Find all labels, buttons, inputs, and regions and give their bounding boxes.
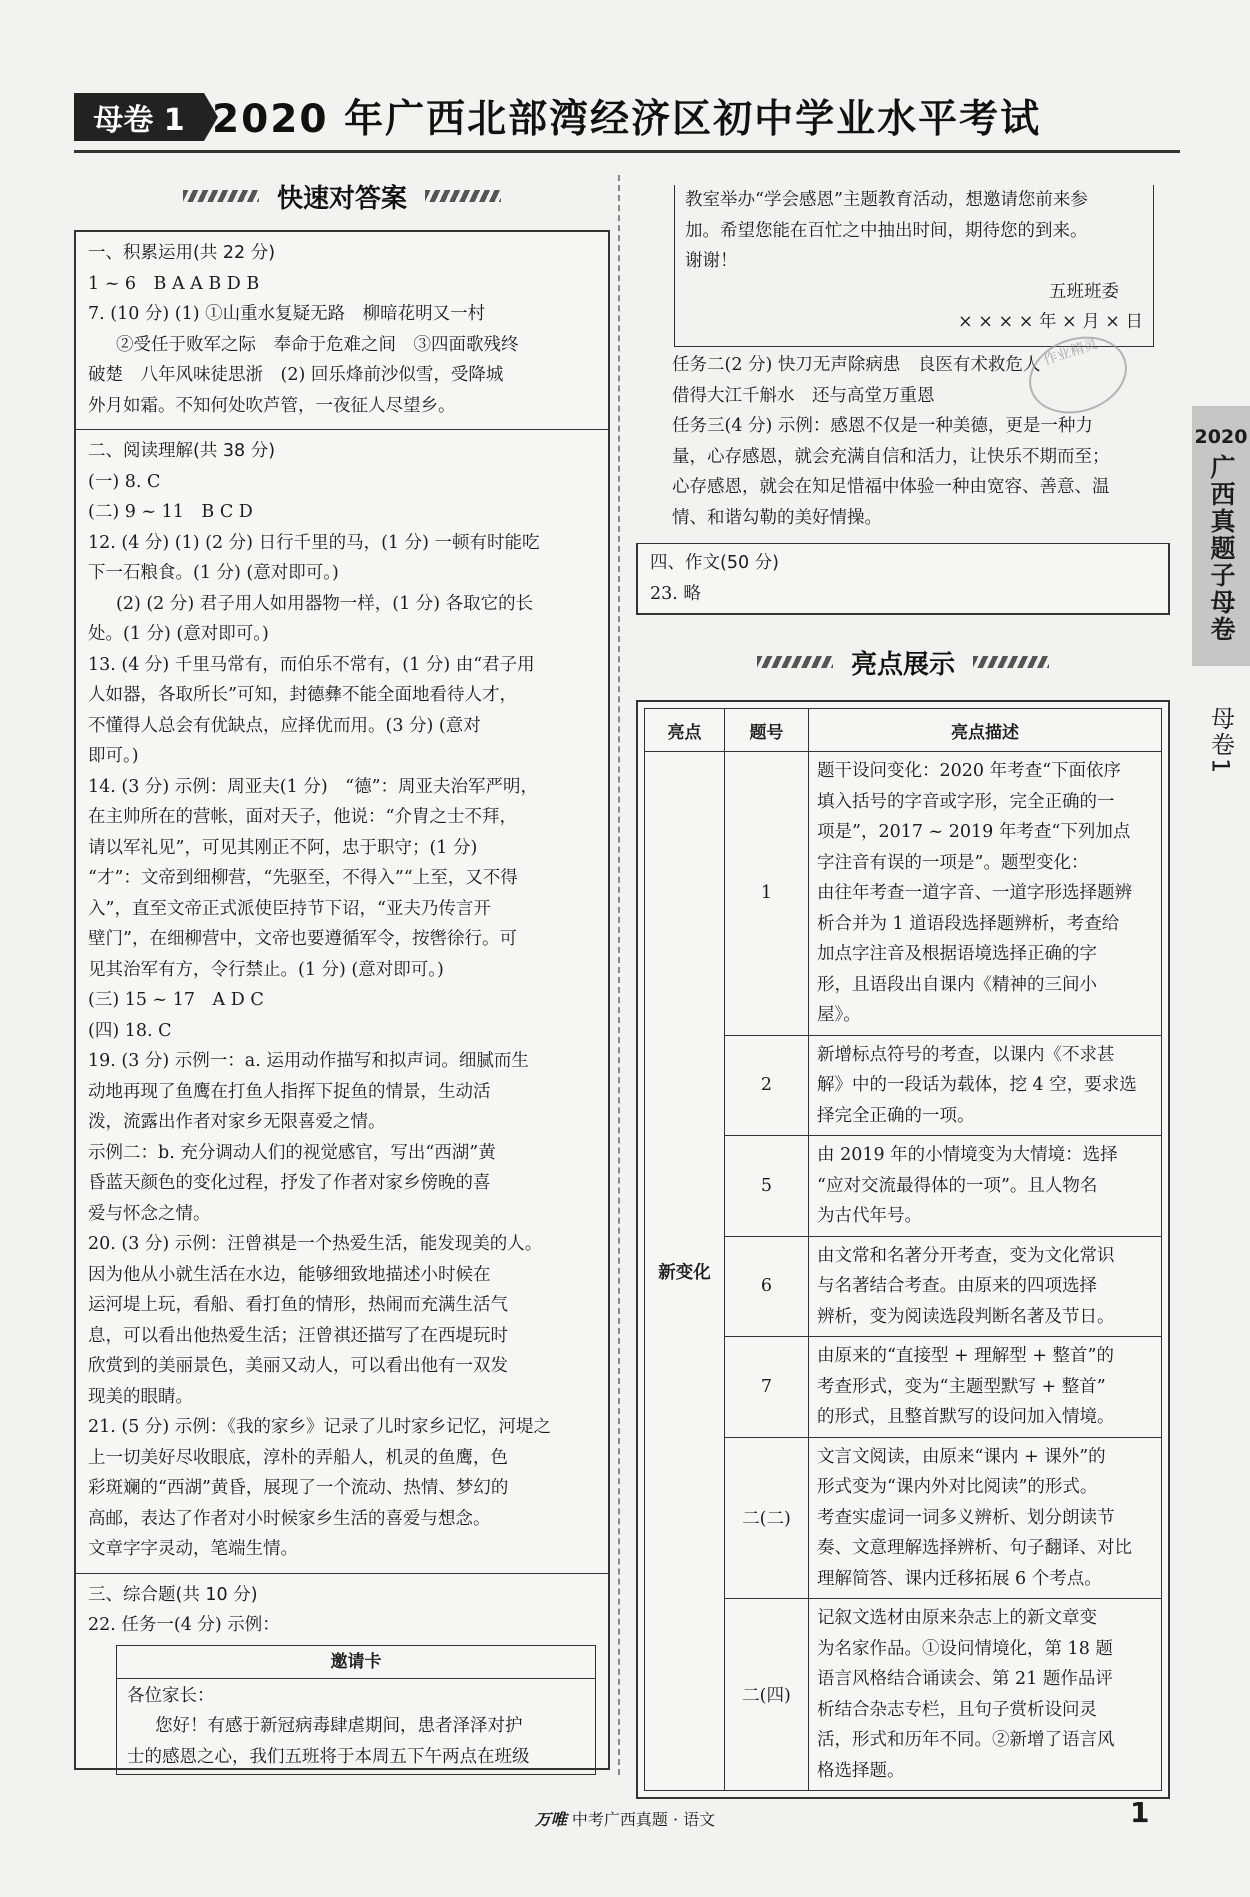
answer-line: 下一石粮食。(1 分) (意对即可。) [88, 563, 339, 583]
section-heading: 二、阅读理解(共 38 分) [88, 441, 276, 461]
stripe-decoration [425, 190, 501, 202]
card-line: 教室举办“学会感恩”主题教育活动，想邀请您前来参 [685, 190, 1088, 210]
answer-line: (2) (2 分) 君子用人如用器物一样，(1 分) 各取它的长 [116, 593, 534, 614]
task-line: 任务二(2 分) 快刀无声除病患 良医有术救危人 [672, 355, 1041, 375]
description-line: 与名著结合考查。由原来的四项选择 [817, 1276, 1097, 1296]
task-line: 量，心存感恩，就会充满自信和活力，让快乐不期而至； [672, 446, 1110, 467]
answer-line: 21. (5 分) 示例：《我的家乡》记录了儿时家乡记忆，河堤之 [88, 1417, 552, 1437]
side-tab-year: 2020 [1194, 426, 1248, 448]
question-number: 2 [725, 1035, 809, 1136]
answer-line: 外月如霜。不知何处吹芦管，一夜征人尽望乡。 [88, 395, 456, 416]
highlight-description [809, 752, 1162, 1036]
answer-line: 欣赏到的美丽景色，美丽又动人，可以看出他有一双发 [88, 1356, 508, 1376]
answer-line: 19. (3 分) 示例一：a. 运用动作描写和拟声词。细腻而生 [88, 1051, 529, 1071]
card-line: 士的感恩之心，我们五班将于本周五下午两点在班级 [127, 1746, 530, 1767]
description-line: “应对交流最得体的一项”。且人物名 [817, 1175, 1098, 1196]
answer-line: 即可。) [88, 746, 139, 766]
question-number: 二(四) [725, 1599, 809, 1791]
answer-line: 彩斑斓的“西湖”黄昏，展现了一个流动、热情、梦幻的 [88, 1478, 509, 1498]
highlights-banner-title: 亮点展示 [850, 649, 955, 680]
answer-line: 昏蓝天颜色的变化过程，抒发了作者对家乡傍晚的喜 [88, 1173, 491, 1193]
answer-line: 入”，直至文帝正式派使臣持节下诏，“亚夫乃传言开 [88, 898, 491, 919]
description-line: 字注音有误的一项是”。题型变化： [817, 852, 1089, 873]
section-reading [76, 430, 608, 1574]
column-header: 题号 [725, 709, 809, 752]
answer-box [74, 230, 610, 1770]
description-line: 析合并为 1 道语段选择题辨析，考查给 [817, 913, 1120, 934]
answer-line: 因为他从小就生活在水边，能够细致地描述小时候在 [88, 1264, 491, 1285]
answers-banner-title: 快速对答案 [276, 183, 407, 214]
column-header: 亮点描述 [809, 709, 1162, 752]
column-divider [618, 175, 620, 1775]
description-line: 析结合杂志专栏，且句子赏析设问灵 [817, 1699, 1097, 1720]
volume-badge: 母卷 1 [74, 93, 204, 141]
task-line: 心存感恩，就会在知足惜福中体验一种由宽容、善意、温 [672, 477, 1110, 497]
description-line: 活，形式和历年不同。②新增了语言风 [817, 1730, 1115, 1750]
section-heading: 三、综合题(共 10 分) [88, 1584, 258, 1605]
answer-line: 23. 略 [650, 583, 701, 604]
highlight-description [809, 1599, 1162, 1791]
highlight-description [809, 1236, 1162, 1337]
task-line: 情、和谐勾勒的美好情操。 [672, 507, 882, 528]
answer-line: (一) 8. C [88, 471, 161, 492]
card-line: 谢谢！ [685, 251, 738, 271]
answer-line: 现美的眼睛。 [88, 1386, 193, 1407]
question-number: 6 [725, 1236, 809, 1337]
description-line: 由 2019 年的小情境变为大情境：选择 [817, 1145, 1118, 1165]
task-line: 任务三(4 分) 示例：感恩不仅是一种美德，更是一种力 [672, 416, 1093, 436]
description-line: 屋》。 [817, 1005, 861, 1025]
invitation-card-title: 邀请卡 [117, 1646, 595, 1679]
answer-line: 7. (10 分) (1) ①山重水复疑无路 柳暗花明又一村 [88, 304, 486, 324]
answer-line: 13. (4 分) 千里马常有，而伯乐不常有，(1 分) 由“君子用 [88, 654, 535, 675]
highlight-description [809, 1035, 1162, 1136]
answer-line: (四) 18. C [88, 1020, 172, 1041]
description-line: 题干设问变化：2020 年考查“下面依序 [817, 761, 1122, 781]
answer-line: 处。(1 分) (意对即可。) [88, 624, 269, 644]
column-header: 亮点 [645, 709, 725, 752]
header-rule [74, 150, 1180, 153]
essay-section [636, 543, 1170, 615]
invitation-card-continued [674, 185, 1154, 347]
question-number: 二(二) [725, 1437, 809, 1599]
answer-line: 14. (3 分) 示例：周亚夫(1 分) “德”：周亚夫治军严明， [88, 776, 539, 797]
stripe-decoration [183, 190, 259, 202]
highlight-description [809, 1437, 1162, 1599]
invitation-card [116, 1645, 596, 1776]
side-tab-label: 广西真题子母卷 [1207, 454, 1236, 643]
highlight-description [809, 1136, 1162, 1237]
highlights-banner [636, 642, 1170, 682]
answer-line: 见其治军有方，令行禁止。(1 分) (意对即可。) [88, 959, 444, 980]
section-accumulation [76, 232, 608, 430]
answer-line: 请以军礼见”，可见其刚正不阿，忠于职守；(1 分) [88, 837, 478, 858]
description-line: 语言风格结合诵读会、第 21 题作品评 [817, 1669, 1113, 1689]
answer-line: (二) 9 ~ 11 B C D [88, 502, 253, 522]
description-line: 由往年考查一道字音、一道字形选择题辨 [817, 883, 1132, 903]
description-line: 的形式，且整首默写的设问加入情境。 [817, 1407, 1115, 1427]
description-line: 择完全正确的一项。 [817, 1105, 975, 1126]
highlights-table-frame [636, 700, 1170, 1799]
card-line: 加。希望您能在百忙之中抽出时间，期待您的到来。 [685, 220, 1088, 241]
side-subtab-label: 母卷1 [1206, 706, 1235, 776]
answers-banner [74, 176, 610, 216]
card-line: 您好！有感于新冠病毒肆虐期间，患者泽泽对护 [155, 1716, 523, 1736]
question-number: 7 [725, 1337, 809, 1438]
section-heading: 四、作文(50 分) [650, 553, 779, 573]
answer-line: 在主帅所在的营帐，面对天子，他说：“介胄之士不拜， [88, 807, 517, 827]
highlights-table [644, 708, 1162, 1791]
answer-line: “才”：文帝到细柳营，“先驱至，不得入”“上至，又不得 [88, 868, 518, 888]
description-line: 辨析，变为阅读选段判断名著及节日。 [817, 1306, 1115, 1327]
answer-line: 12. (4 分) (1) (2 分) 日行千里的马，(1 分) 一顿有时能吃 [88, 532, 540, 553]
side-subtab [1192, 700, 1250, 775]
table-row [645, 752, 1162, 1036]
answer-line: 壁门”，在细柳营中，文帝也要遵循军令，按辔徐行。可 [88, 929, 517, 949]
description-line: 理解简答、课内迁移拓展 6 个考点。 [817, 1568, 1102, 1589]
answer-line: ②受任于败军之际 奉命于危难之间 ③四面歌残终 [116, 334, 519, 355]
answer-line: 泼，流露出作者对家乡无限喜爱之情。 [88, 1112, 386, 1132]
answer-line: 爱与怀念之情。 [88, 1203, 211, 1224]
description-line: 文言文阅读，由原来“课内 + 课外”的 [817, 1446, 1106, 1467]
page-title: 2020 年广西北部湾经济区初中学业水平考试 [212, 97, 1042, 142]
description-line: 为名家作品。①设问情境化，第 18 题 [817, 1638, 1113, 1659]
answer-line: (三) 15 ~ 17 A D C [88, 990, 264, 1010]
group-label: 新变化 [645, 752, 725, 1791]
task-line: 借得大江千斛水 还与高堂万重恩 [672, 385, 935, 406]
description-line: 奏、文意理解选择辨析、句子翻译、对比 [817, 1538, 1132, 1558]
highlight-description [809, 1337, 1162, 1438]
description-line: 解》中的一段话为载体，挖 4 空，要求选 [817, 1075, 1137, 1095]
answer-line: 上一切美好尽收眼底，淳朴的弄船人，机灵的鱼鹰，色 [88, 1447, 508, 1468]
description-line: 格选择题。 [817, 1760, 905, 1781]
answer-line: 不懂得人总会有优缺点，应择优而用。(3 分) (意对 [88, 715, 481, 736]
card-line: 各位家长： [127, 1685, 215, 1706]
answer-line: 示例二：b. 充分调动人们的视觉感官，写出“西湖”黄 [88, 1142, 496, 1163]
answer-line: 20. (3 分) 示例：汪曾祺是一个热爱生活，能发现美的人。 [88, 1234, 543, 1254]
stripe-decoration [757, 656, 833, 668]
description-line: 考查形式，变为“主题型默写 + 整首” [817, 1376, 1106, 1397]
page-number: 1 [1130, 1796, 1150, 1829]
answer-line: 文章字字灵动，笔端生情。 [88, 1539, 298, 1559]
footer-text: 中考广西真题 · 语文 [571, 1810, 716, 1829]
question-number: 1 [725, 752, 809, 1036]
description-line: 新增标点符号的考查，以课内《不求甚 [817, 1044, 1115, 1065]
footer [0, 1807, 1250, 1830]
card-date: × × × × 年 × 月 × 日 [958, 312, 1143, 332]
answer-line: 运河堤上玩，看船、看打鱼的情形，热闹而充满生活气 [88, 1295, 508, 1315]
description-line: 为古代年号。 [817, 1206, 922, 1226]
card-signature: 五班班委 [1049, 281, 1119, 302]
stripe-decoration [973, 656, 1049, 668]
table-header-row [645, 709, 1162, 752]
answer-line: 22. 任务一(4 分) 示例： [88, 1615, 280, 1635]
description-line: 考查实虚词一词多义辨析、划分朗读节 [817, 1507, 1115, 1528]
answer-line: 息，可以看出他热爱生活；汪曾祺还描写了在西堤玩时 [88, 1325, 508, 1346]
description-line: 项是”，2017 ~ 2019 年考查“下列加点 [817, 822, 1131, 842]
description-line: 由文常和名著分开考查，变为文化常识 [817, 1245, 1115, 1266]
answer-line: 破楚 八年风味徒思浙 (2) 回乐烽前沙似雪，受降城 [88, 365, 504, 385]
answer-line: 动地再现了鱼鹰在打鱼人指挥下捉鱼的情景，生动活 [88, 1081, 491, 1102]
description-line: 加点字注音及根据语境选择正确的字 [817, 944, 1097, 964]
answer-line: 人如器，各取所长”可知，封德彝不能全面地看待人才， [88, 685, 517, 705]
description-line: 形，且语段出自课内《精神的三间小 [817, 974, 1097, 995]
watermark-stamp: 作业精灵 [1019, 324, 1137, 425]
description-line: 填入括号的字音或字形，完全正确的一 [817, 791, 1115, 812]
description-line: 形式变为“课内外对比阅读”的形式。 [817, 1477, 1098, 1497]
footer-brand: 万唯 [534, 1810, 567, 1829]
side-tab [1192, 406, 1250, 666]
answer-line: 1 ~ 6 B A A B D B [88, 273, 260, 294]
description-line: 记叙文选材由原来杂志上的新文章变 [817, 1608, 1097, 1628]
question-number: 5 [725, 1136, 809, 1237]
section-comprehensive [76, 1574, 608, 1788]
section-heading: 一、积累运用(共 22 分) [88, 243, 276, 263]
description-line: 由原来的“直接型 + 理解型 + 整首”的 [817, 1346, 1114, 1366]
answer-line: 高邮，表达了作者对小时候家乡生活的喜爱与想念。 [88, 1508, 491, 1529]
